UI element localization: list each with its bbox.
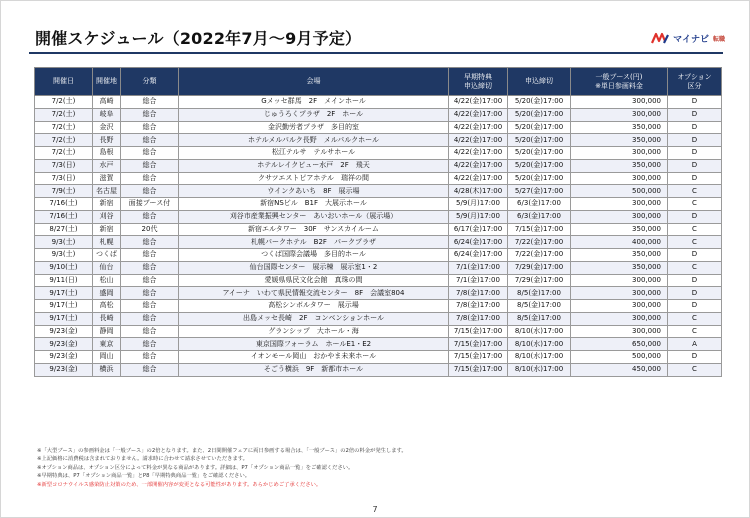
cell-date: 7/16(土) <box>35 210 93 223</box>
cell-early-deadline: 4/22(金)17:00 <box>449 159 508 172</box>
cell-booth-price: 300,000 <box>571 147 668 160</box>
cell-deadline: 7/22(金)17:00 <box>508 236 571 249</box>
cell-booth-price: 350,000 <box>571 121 668 134</box>
cell-location: 東京 <box>93 338 121 351</box>
footnote: ※早期特典は、P7「オプション商品一覧」とP8「早期特典商品一覧」をご確認ください。 <box>37 473 251 480</box>
cell-deadline: 6/3(金)17:00 <box>508 198 571 211</box>
page-number: 7 <box>372 505 378 514</box>
cell-date: 8/27(土) <box>35 223 93 236</box>
cell-date: 7/2(土) <box>35 96 93 109</box>
cell-booth-price: 300,000 <box>571 300 668 313</box>
table-row <box>35 236 722 249</box>
cell-booth-price: 500,000 <box>571 351 668 364</box>
cell-option-class: D <box>668 249 722 262</box>
cell-deadline: 5/20(金)17:00 <box>508 108 571 121</box>
cell-early-deadline: 7/1(金)17:00 <box>449 274 508 287</box>
cell-early-deadline: 4/22(金)17:00 <box>449 134 508 147</box>
cell-date: 7/2(土) <box>35 121 93 134</box>
cell-date: 9/23(金) <box>35 325 93 338</box>
page-title: 開催スケジュール（2022年7月〜9月予定） <box>35 29 362 48</box>
cell-early-deadline: 7/15(金)17:00 <box>449 363 508 376</box>
cell-option-class: D <box>668 172 722 185</box>
table-row <box>35 312 722 325</box>
cell-venue: アイーナ いわて県民情報交流センター 8F 会議室804 <box>179 287 449 300</box>
table-row <box>35 261 722 274</box>
table-row <box>35 172 722 185</box>
cell-option-class: C <box>668 236 722 249</box>
cell-location: 高松 <box>93 300 121 313</box>
cell-early-deadline: 7/15(金)17:00 <box>449 325 508 338</box>
cell-deadline: 5/20(金)17:00 <box>508 96 571 109</box>
cell-location: 長野 <box>93 134 121 147</box>
cell-deadline: 5/27(金)17:00 <box>508 185 571 198</box>
cell-option-class: D <box>668 300 722 313</box>
cell-date: 9/11(日) <box>35 274 93 287</box>
cell-booth-price: 300,000 <box>571 312 668 325</box>
cell-deadline: 5/20(金)17:00 <box>508 159 571 172</box>
table-row <box>35 223 722 236</box>
table-row <box>35 108 722 121</box>
cell-option-class: D <box>668 134 722 147</box>
cell-category: 総合 <box>121 300 179 313</box>
cell-date: 7/9(土) <box>35 185 93 198</box>
cell-location: 長崎 <box>93 312 121 325</box>
cell-date: 9/23(金) <box>35 338 93 351</box>
cell-date: 7/16(土) <box>35 198 93 211</box>
cell-location: 金沢 <box>93 121 121 134</box>
cell-deadline: 8/5(金)17:00 <box>508 300 571 313</box>
cell-location: 岐阜 <box>93 108 121 121</box>
column-header-location: 開催地 <box>93 68 121 96</box>
cell-venue: 新宿エルタワー 30F サンスカイルーム <box>179 223 449 236</box>
cell-date: 9/23(金) <box>35 363 93 376</box>
cell-venue: Gメッセ群馬 2F メインホール <box>179 96 449 109</box>
cell-option-class: C <box>668 223 722 236</box>
cell-venue: 松江テルサ テルサホール <box>179 147 449 160</box>
footnote-warning: ※新型コロナウイルス感染防止対策のため、一部開催内容が変更となる可能性があります。あらかじめご了承ください。 <box>37 481 322 488</box>
cell-booth-price: 300,000 <box>571 274 668 287</box>
table-row <box>35 325 722 338</box>
cell-location: 横浜 <box>93 363 121 376</box>
cell-category: 総合 <box>121 236 179 249</box>
cell-venue: 東京国際フォーラム ホールE1・E2 <box>179 338 449 351</box>
schedule-table <box>34 67 722 377</box>
cell-date: 9/17(土) <box>35 287 93 300</box>
cell-location: 水戸 <box>93 159 121 172</box>
cell-category: 総合 <box>121 159 179 172</box>
cell-date: 9/10(土) <box>35 261 93 274</box>
cell-category: 総合 <box>121 185 179 198</box>
table-row <box>35 249 722 262</box>
cell-location: 刈谷 <box>93 210 121 223</box>
cell-option-class: C <box>668 185 722 198</box>
cell-booth-price: 300,000 <box>571 172 668 185</box>
cell-booth-price: 300,000 <box>571 108 668 121</box>
cell-location: 静岡 <box>93 325 121 338</box>
cell-early-deadline: 4/28(木)17:00 <box>449 185 508 198</box>
cell-location: 滋賀 <box>93 172 121 185</box>
column-header-date: 開催日 <box>35 68 93 96</box>
cell-booth-price: 500,000 <box>571 185 668 198</box>
cell-category: 総合 <box>121 312 179 325</box>
column-header-booth-price: 一般ブース(円) ※単日参画料金 <box>571 68 668 96</box>
cell-location: 名古屋 <box>93 185 121 198</box>
table-row <box>35 147 722 160</box>
cell-deadline: 8/5(金)17:00 <box>508 287 571 300</box>
cell-date: 7/3(日) <box>35 172 93 185</box>
cell-category: 総合 <box>121 287 179 300</box>
table-row <box>35 274 722 287</box>
cell-category: 総合 <box>121 121 179 134</box>
table-row <box>35 159 722 172</box>
cell-location: つくば <box>93 249 121 262</box>
cell-date: 9/17(土) <box>35 312 93 325</box>
cell-location: 札幌 <box>93 236 121 249</box>
cell-venue: 刈谷市産業振興センター あいおいホール（展示場） <box>179 210 449 223</box>
cell-date: 7/2(土) <box>35 147 93 160</box>
cell-venue: じゅうろくプラザ 2F ホール <box>179 108 449 121</box>
cell-early-deadline: 5/9(月)17:00 <box>449 210 508 223</box>
cell-category: 総合 <box>121 261 179 274</box>
cell-category: 総合 <box>121 338 179 351</box>
cell-location: 仙台 <box>93 261 121 274</box>
cell-deadline: 5/20(金)17:00 <box>508 147 571 160</box>
cell-category: 総合 <box>121 363 179 376</box>
cell-venue: グランシップ 大ホール・海 <box>179 325 449 338</box>
cell-category: 総合 <box>121 351 179 364</box>
cell-booth-price: 300,000 <box>571 210 668 223</box>
cell-booth-price: 300,000 <box>571 287 668 300</box>
cell-category: 総合 <box>121 134 179 147</box>
cell-booth-price: 350,000 <box>571 249 668 262</box>
cell-venue: クサツエストピアホテル 瑞祥の間 <box>179 172 449 185</box>
cell-deadline: 5/20(金)17:00 <box>508 172 571 185</box>
table-row <box>35 185 722 198</box>
cell-option-class: C <box>668 312 722 325</box>
cell-option-class: D <box>668 287 722 300</box>
cell-category: 総合 <box>121 108 179 121</box>
table-row <box>35 134 722 147</box>
cell-deadline: 7/29(金)17:00 <box>508 274 571 287</box>
cell-booth-price: 400,000 <box>571 236 668 249</box>
cell-category: 面接ブース付 <box>121 198 179 211</box>
cell-option-class: D <box>668 121 722 134</box>
cell-venue: 出島メッセ長崎 2F コンベンションホール <box>179 312 449 325</box>
cell-option-class: C <box>668 198 722 211</box>
cell-early-deadline: 7/8(金)17:00 <box>449 312 508 325</box>
cell-early-deadline: 6/24(金)17:00 <box>449 236 508 249</box>
column-header-venue: 会場 <box>179 68 449 96</box>
column-header-option-class: オプション 区分 <box>668 68 722 96</box>
cell-booth-price: 300,000 <box>571 325 668 338</box>
cell-deadline: 5/20(金)17:00 <box>508 121 571 134</box>
cell-category: 総合 <box>121 325 179 338</box>
cell-deadline: 7/29(金)17:00 <box>508 261 571 274</box>
table-body <box>35 96 722 377</box>
cell-booth-price: 650,000 <box>571 338 668 351</box>
cell-location: 新宿 <box>93 198 121 211</box>
cell-early-deadline: 4/22(金)17:00 <box>449 172 508 185</box>
cell-venue: つくば国際会議場 多目的ホール <box>179 249 449 262</box>
cell-booth-price: 450,000 <box>571 363 668 376</box>
cell-early-deadline: 6/24(金)17:00 <box>449 249 508 262</box>
cell-option-class: D <box>668 108 722 121</box>
cell-location: 島根 <box>93 147 121 160</box>
cell-booth-price: 350,000 <box>571 159 668 172</box>
cell-option-class: C <box>668 261 722 274</box>
cell-deadline: 8/10(水)17:00 <box>508 325 571 338</box>
cell-location: 高崎 <box>93 96 121 109</box>
table-row <box>35 121 722 134</box>
cell-early-deadline: 6/17(金)17:00 <box>449 223 508 236</box>
cell-booth-price: 350,000 <box>571 134 668 147</box>
cell-deadline: 7/22(金)17:00 <box>508 249 571 262</box>
cell-early-deadline: 7/1(金)17:00 <box>449 261 508 274</box>
cell-location: 新宿 <box>93 223 121 236</box>
cell-early-deadline: 7/8(金)17:00 <box>449 300 508 313</box>
cell-booth-price: 300,000 <box>571 198 668 211</box>
cell-deadline: 8/10(水)17:00 <box>508 351 571 364</box>
table-row <box>35 300 722 313</box>
cell-option-class: D <box>668 147 722 160</box>
cell-deadline: 5/20(金)17:00 <box>508 134 571 147</box>
table-row <box>35 287 722 300</box>
cell-option-class: D <box>668 351 722 364</box>
cell-early-deadline: 4/22(金)17:00 <box>449 96 508 109</box>
footnotes <box>37 447 407 489</box>
table-row <box>35 338 722 351</box>
cell-date: 9/17(土) <box>35 300 93 313</box>
cell-category: 総合 <box>121 274 179 287</box>
cell-early-deadline: 4/22(金)17:00 <box>449 108 508 121</box>
footnote: ※上記価格に消費税は含まれておりません。請求時に合わせて請求させていただきます。 <box>37 456 248 463</box>
cell-date: 9/3(土) <box>35 249 93 262</box>
table-header-row <box>35 68 722 96</box>
cell-venue: 札幌パークホテル B2F パークプラザ <box>179 236 449 249</box>
table-row <box>35 96 722 109</box>
cell-booth-price: 300,000 <box>571 96 668 109</box>
cell-venue: 新宿NSビル B1F 大展示ホール <box>179 198 449 211</box>
cell-venue: 仙台国際センター 展示棟 展示室1・2 <box>179 261 449 274</box>
cell-early-deadline: 4/22(金)17:00 <box>449 147 508 160</box>
cell-category: 総合 <box>121 147 179 160</box>
cell-booth-price: 350,000 <box>571 223 668 236</box>
column-header-deadline: 申込締切 <box>508 68 571 96</box>
cell-early-deadline: 4/22(金)17:00 <box>449 121 508 134</box>
cell-venue: ホテルレイクビュー水戸 2F 飛天 <box>179 159 449 172</box>
cell-location: 岡山 <box>93 351 121 364</box>
cell-option-class: C <box>668 325 722 338</box>
cell-deadline: 8/5(金)17:00 <box>508 312 571 325</box>
cell-option-class: A <box>668 338 722 351</box>
cell-early-deadline: 5/9(月)17:00 <box>449 198 508 211</box>
cell-deadline: 8/10(水)17:00 <box>508 363 571 376</box>
cell-category: 総合 <box>121 210 179 223</box>
title-underline <box>29 52 723 54</box>
cell-date: 9/23(金) <box>35 351 93 364</box>
cell-venue: ウインクあいち 8F 展示場 <box>179 185 449 198</box>
mynavi-logo-mark-icon <box>651 32 671 45</box>
footnote: ※オプション商品は、オプション区分によって料金が異なる商品があります。詳細は、P7「オプション商品一覧」をご確認ください。 <box>37 464 354 471</box>
column-header-category: 分類 <box>121 68 179 96</box>
cell-deadline: 7/15(金)17:00 <box>508 223 571 236</box>
cell-location: 盛岡 <box>93 287 121 300</box>
table-row <box>35 351 722 364</box>
mynavi-logo <box>651 32 725 45</box>
cell-early-deadline: 7/15(金)17:00 <box>449 338 508 351</box>
cell-option-class: C <box>668 363 722 376</box>
cell-category: 総合 <box>121 96 179 109</box>
cell-deadline: 6/3(金)17:00 <box>508 210 571 223</box>
cell-venue: ホテルメルパルク長野 メルパルクホール <box>179 134 449 147</box>
table-row <box>35 198 722 211</box>
cell-category: 総合 <box>121 249 179 262</box>
cell-venue: 愛媛県県民文化会館 真珠の間 <box>179 274 449 287</box>
cell-date: 9/3(土) <box>35 236 93 249</box>
cell-option-class: D <box>668 96 722 109</box>
footnote: ※「大型ブース」の参画料金は「一般ブース」の2倍となります。また、2日間開催フェアに両日参画する場合は、「一般ブース」の2倍の料金が発生します。 <box>37 448 407 454</box>
cell-venue: そごう横浜 9F 新都市ホール <box>179 363 449 376</box>
cell-deadline: 8/10(水)17:00 <box>508 338 571 351</box>
cell-location: 松山 <box>93 274 121 287</box>
cell-venue: 金沢勤労者プラザ 多目的室 <box>179 121 449 134</box>
cell-category: 20代 <box>121 223 179 236</box>
cell-booth-price: 350,000 <box>571 261 668 274</box>
table-row <box>35 210 722 223</box>
column-header-early-deadline: 早期特典 申込締切 <box>449 68 508 96</box>
cell-option-class: D <box>668 210 722 223</box>
cell-option-class: D <box>668 159 722 172</box>
cell-venue: 高松シンボルタワー 展示場 <box>179 300 449 313</box>
cell-early-deadline: 7/8(金)17:00 <box>449 287 508 300</box>
cell-date: 7/3(日) <box>35 159 93 172</box>
cell-date: 7/2(土) <box>35 108 93 121</box>
cell-early-deadline: 7/15(金)17:00 <box>449 351 508 364</box>
cell-venue: イオンモール岡山 おかやま未来ホール <box>179 351 449 364</box>
cell-category: 総合 <box>121 172 179 185</box>
cell-option-class: D <box>668 274 722 287</box>
logo-brand-text: マイナビ <box>673 35 709 45</box>
cell-date: 7/2(土) <box>35 134 93 147</box>
logo-sub-text: 転職 <box>712 36 725 43</box>
table-row <box>35 363 722 376</box>
